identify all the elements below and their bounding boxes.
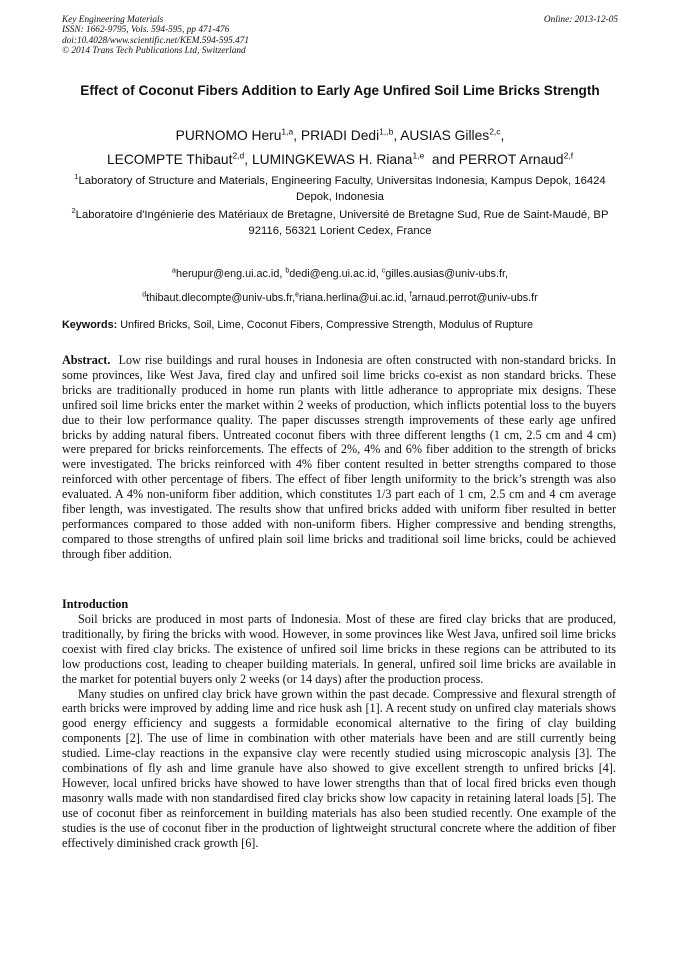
affiliation-text: Laboratoire d'Ingénierie des Matériaux de Bretagne, Université de Bretagne Sud, Rue de Saint-Maudé, BP 92116, 56321 Lorient Cedex, France bbox=[75, 209, 609, 237]
author-sep: , bbox=[393, 128, 401, 143]
issn-line: ISSN: 1662-9795, Vols. 594-595, pp 471-476 bbox=[62, 25, 230, 36]
author-sup: 1,,b bbox=[379, 126, 394, 137]
affiliation-text: Laboratory of Structure and Materials, Engineering Faculty, Universitas Indonesia, Kampus Depok, 16424 Depok, Indonesia bbox=[78, 175, 606, 203]
abstract-text: Low rise buildings and rural houses in Indonesia are often constructed with non-standard bricks. In some provinces, like West Java, fired clay and unfired soil lime bricks co-exist as non standard bricks. These bricks are traditionally produced in home run plants with little adherance to appropriate mix designs. These unfired soil lime bricks enter the market within 2 weeks of production, which inflicts potential loss to the buyers due to their low performance quality. The paper discusses strength improvements of these early age unfired bricks by adding natural fibers. Untreated coconut fibers with three different lengths (1 cm, 2.5 cm and 4 cm) were prepared for bricks reinforcements. The effects of 2%, 4% and 6% fiber addition to the strength of bricks were investigated. The bricks reinforced with 4% fiber content resulted in better strengths compared to those reinforced with other percentage of fibers. The effect of fiber length uniformity to the brick’s strength was also evaluated. A 4% non-uniform fiber addition, which constitutes 1/3 part each of 1 cm, 2.5 cm and 4 cm average fiber length, was investigated. The results show that unfired bricks added with uniform fiber resulted in better performances compared to those added with non-uniform fibers. Higher compressive and bending strengths, compared to those strengths of unfired plain soil lime bricks and traditional soil lime bricks, could be achieved through fiber addition. bbox=[62, 353, 620, 561]
journal-header bbox=[62, 15, 618, 57]
abstract bbox=[62, 353, 620, 562]
email-sup: c bbox=[381, 267, 386, 275]
email-line-1 bbox=[62, 262, 618, 286]
email-address[interactable]: herupur@eng.ui.ac.id, bbox=[175, 268, 286, 280]
abstract-label: Abstract. bbox=[62, 353, 111, 367]
author-sup: 2,d bbox=[232, 150, 245, 161]
email-address[interactable]: riana.herlina@ui.ac.id, bbox=[299, 292, 410, 304]
affiliation-sup: 1 bbox=[74, 172, 79, 182]
author-name: PERROT Arnaud bbox=[458, 152, 564, 167]
email-sup: d bbox=[142, 291, 147, 299]
affiliation-1 bbox=[62, 174, 618, 205]
affiliation-sup: 2 bbox=[71, 206, 76, 216]
online-date: Online: 2013-12-05 bbox=[543, 15, 618, 25]
author-list bbox=[52, 124, 628, 172]
author-sep: , bbox=[293, 128, 301, 143]
author-sep: , bbox=[244, 152, 252, 167]
paper-title: Effect of Coconut Fibers Addition to Early Age Unfired Soil Lime Bricks Strength bbox=[80, 83, 600, 98]
keywords-text: Unfired Bricks, Soil, Lime, Coconut Fibers, Compressive Strength, Modulus of Rupture bbox=[117, 319, 534, 331]
email-address[interactable]: dedi@eng.ui.ac.id, bbox=[289, 268, 382, 280]
introduction-paragraph: Soil bricks are produced in most parts of Indonesia. Most of these are fired clay bricks that are produced, traditionally, by firing the bricks with wood. However, in some provinces like West Java, unfired soil lime bricks coexist with fired clay bricks. The existence of unfired soil lime bricks in these regions can be attributed to its low productions cost, leading to cheaper building materials. In general, unfired soil lime bricks are available in the market for potential buyers only 2 weeks (or 14 days) after the production process. bbox=[62, 612, 616, 686]
email-sup: e bbox=[295, 291, 300, 299]
author-sup: 1,a bbox=[281, 126, 294, 137]
affiliation-2 bbox=[62, 208, 618, 239]
email-sup: a bbox=[172, 267, 176, 275]
introduction-paragraph: Many studies on unfired clay brick have grown within the past decade. Compressive and flexural strength of earth bricks were improved by adding lime and rice husk ash [1]. A recent study on unfired clay materials shows good energy efficiency and suggests a formidable economical alternative to the firing of clay building components [2]. The use of lime in combination with other materials have been and are still currently being studied. Lime-clay reactions in the expansive clay were recently studied using microscopic analysis [3]. The combinations of fly ash and lime granule have also showed to give excellent strength to unfired bricks [4]. However, local unfired bricks have showed to have lower strengths than that of local fired bricks even though masonry walls made with non standardised fired clay bricks show low capacity in retaining lateral loads [5]. The use of coconut fiber as reinforcement in building materials has also been studied recently. One example of the studies is the use of coconut fiber in the production of lightweight structural concrete where the addition of fiber effectively diminished crack growth [6]. bbox=[62, 686, 616, 850]
email-address[interactable]: gilles.ausias@univ-ubs.fr, bbox=[385, 268, 508, 280]
email-list bbox=[62, 262, 618, 310]
author-sup: 2,c bbox=[489, 126, 501, 137]
copyright-line: © 2014 Trans Tech Publications Ltd, Switzerland bbox=[62, 46, 246, 57]
email-address[interactable]: thibaut.dlecompte@univ-ubs.fr, bbox=[146, 292, 296, 304]
doi-line: doi:10.4028/www.scientific.net/KEM.594-595.471 bbox=[62, 35, 250, 46]
author-line-1 bbox=[52, 124, 628, 148]
author-name: LUMINGKEWAS H. Riana bbox=[251, 152, 413, 167]
email-address[interactable]: arnaud.perrot@univ-ubs.fr bbox=[411, 292, 538, 304]
author-name: PRIADI Dedi bbox=[300, 128, 380, 143]
email-sup: f bbox=[409, 291, 412, 299]
keywords-label: Keywords: bbox=[62, 319, 118, 331]
author-sep: , bbox=[500, 128, 505, 143]
author-sup: 2,f bbox=[563, 150, 574, 161]
author-name: PURNOMO Heru bbox=[175, 128, 282, 143]
introduction-heading: Introduction bbox=[62, 597, 129, 611]
keywords bbox=[62, 318, 622, 332]
introduction-body bbox=[62, 612, 616, 851]
email-sup: b bbox=[285, 267, 290, 275]
author-line-2 bbox=[52, 148, 628, 172]
author-name: AUSIAS Gilles bbox=[400, 128, 490, 143]
email-line-2 bbox=[62, 286, 618, 310]
author-name: LECOMPTE Thibaut bbox=[106, 152, 233, 167]
author-sep: and bbox=[424, 152, 459, 167]
journal-name: Key Engineering Materials bbox=[62, 15, 164, 25]
author-sup: 1,e bbox=[412, 150, 425, 161]
